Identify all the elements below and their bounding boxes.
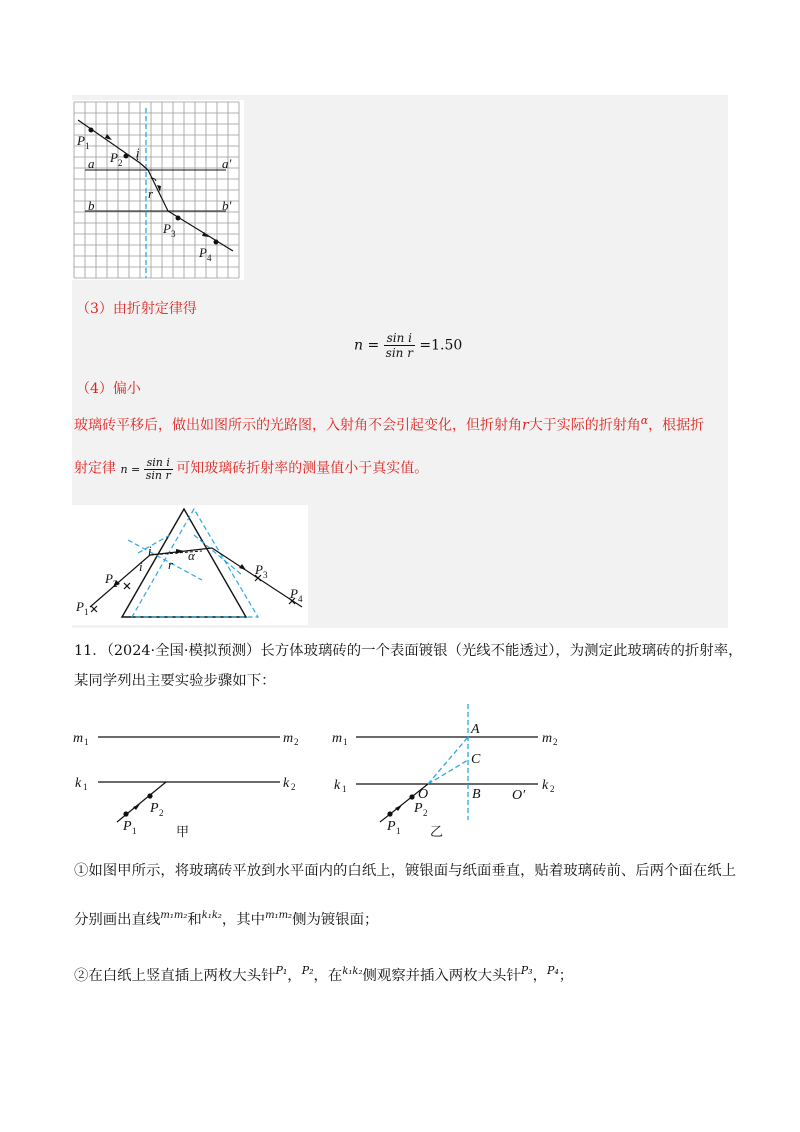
yi-label-O-prime: O′ — [512, 788, 526, 803]
figure-jia — [70, 722, 310, 842]
refractive-index-formula: n = $\frac{\text{sin i}}{\text{sin r}}$ =1.50 — [354, 331, 463, 360]
prism-label-i-top: i — [148, 543, 152, 558]
part4-explanation-line1: 玻璃砖平移后，做出如图所示的光路图，入射角不会引起变化，但折射角r大于实际的折射角$^\alpha$，根据折 — [74, 414, 705, 434]
prism-label-r: r — [168, 557, 174, 572]
label-P2: P — [110, 150, 118, 165]
label-b: b — [88, 198, 95, 213]
jia-label-P1: P — [123, 819, 132, 834]
label-b-prime: b′ — [222, 198, 232, 213]
svg-text:2: 2 — [294, 737, 299, 747]
svg-text:1: 1 — [84, 737, 89, 747]
yi-label-k2: k — [542, 778, 549, 793]
yi-label-B: B — [472, 787, 481, 802]
label-i: i — [136, 145, 140, 160]
svg-text:1: 1 — [342, 784, 347, 794]
yi-label-P1: P — [387, 819, 396, 834]
svg-text:2: 2 — [553, 737, 558, 747]
svg-text:1: 1 — [396, 826, 401, 836]
svg-text:1: 1 — [85, 141, 90, 151]
prism-label-P3: P — [255, 562, 263, 577]
part3-heading: （3）由折射定律得 — [76, 301, 197, 317]
prism-label-P4: P — [290, 586, 298, 601]
jia-label-k2: k — [283, 776, 290, 791]
svg-text:2: 2 — [113, 579, 118, 589]
svg-text:2: 2 — [118, 158, 123, 168]
label-P1: P — [77, 133, 85, 148]
question-11-line1: 11．（2024·全国·模拟预测）长方体玻璃砖的一个表面镀银（光线不能透过），为测定此玻璃砖的折射率， — [74, 643, 743, 659]
yi-label-m2: m — [542, 731, 553, 746]
yi-caption: 乙 — [430, 824, 444, 839]
label-r: r — [148, 186, 154, 201]
part4-explanation-line2: 射定律 n = $\frac{\text{sin i}}{\text{sin r}}$ 可知玻璃砖折射率的测量值小于真实值。 — [74, 456, 429, 482]
step-1-line1: ①如图甲所示，将玻璃砖平放到水平面内的白纸上，镀银面与纸面垂直，贴着玻璃砖前、后两个面在纸上 — [74, 863, 736, 879]
svg-text:1: 1 — [343, 737, 348, 747]
prism-label-i-bottom: i — [139, 559, 143, 574]
svg-text:4: 4 — [298, 594, 303, 604]
svg-text:1: 1 — [83, 782, 88, 792]
yi-label-A: A — [471, 722, 480, 737]
step-1-line2: 分别画出直线$^{m_1m_2}$和$^{k_1k_2}$，其中$^{m_1m_2}$侧为镀银面； — [74, 910, 379, 928]
label-P3: P — [163, 221, 171, 236]
prism-label-alpha: α — [188, 548, 195, 563]
svg-text:2: 2 — [423, 808, 428, 818]
jia-caption: 甲 — [176, 824, 190, 839]
label-a-prime: a′ — [222, 156, 232, 171]
svg-text:4: 4 — [207, 253, 212, 263]
figure-yi — [330, 702, 570, 842]
step-2-line: ②在白纸上竖直插上两枚大头针$^{P_1}$，$^{P_2}$，在$^{k_1k_2}$侧观察并插入两枚大头针$^{P_3}$，$^{P_4}$； — [74, 964, 574, 984]
question-11-line2: 某同学列出主要实验步骤如下： — [74, 673, 276, 689]
jia-label-m1: m — [73, 731, 84, 746]
yi-label-O: O — [418, 787, 429, 802]
svg-text:1: 1 — [84, 607, 89, 617]
jia-label-m2: m — [283, 731, 294, 746]
label-P4: P — [199, 245, 207, 260]
jia-label-k1: k — [75, 776, 82, 791]
yi-label-k1: k — [334, 778, 341, 793]
prism-label-P2: P — [105, 571, 113, 586]
part4-heading: （4）偏小 — [76, 381, 141, 397]
yi-label-P2: P — [414, 801, 423, 816]
svg-text:3: 3 — [171, 229, 176, 239]
prism-label-P1: P — [76, 599, 84, 614]
label-a: a — [88, 156, 95, 171]
svg-text:1: 1 — [132, 826, 137, 836]
svg-text:3: 3 — [263, 570, 268, 580]
jia-label-P2: P — [150, 801, 159, 816]
svg-text:2: 2 — [291, 782, 296, 792]
svg-text:2: 2 — [159, 808, 164, 818]
svg-text:2: 2 — [550, 784, 555, 794]
yi-label-C: C — [471, 752, 481, 767]
refraction-grid-figure — [72, 100, 244, 280]
yi-label-m1: m — [332, 731, 343, 746]
prism-figure — [72, 505, 308, 625]
